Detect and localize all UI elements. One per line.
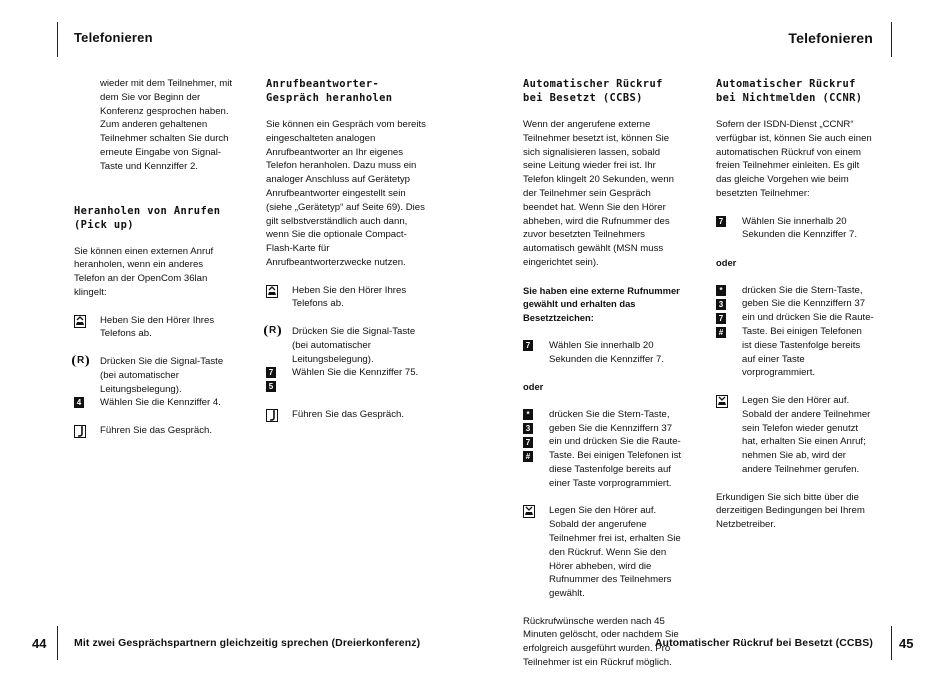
step-key-sequence: * 3 7 # drücken Sie die Stern-Taste, geben Sie die Kennziffern 37 ein und drücken Sie die Raute-Taste. Bei einigen Telefonen ist diese Tastenfolge bereits auf einer Taste vorprogrammiert. — [716, 284, 874, 381]
or-label: oder — [523, 381, 544, 393]
right-page-header: Telefonieren — [788, 30, 873, 46]
left-header-rule — [57, 22, 58, 57]
digit-key: 7 — [266, 367, 276, 378]
closing-paragraph: Rückrufwünsche werden nach 45 Minuten gelöscht, oder nachdem Sie erfolgreich ausgeführt wurden. Pro Teilnehmer ist ein Rückruf möglich. — [523, 615, 679, 669]
handset-talk-icon — [266, 409, 278, 422]
r-signal-key-icon: R — [264, 325, 281, 337]
right-footer-rule — [891, 626, 892, 660]
star-key: * — [523, 409, 533, 420]
step-onhook: Legen Sie den Hörer auf. Sobald der andere Teilnehmer sein Telefon wieder genutzt hat, erhalten Sie einen Anruf; nehmen Sie ab, wird der andere Teilnehmer gerufen. — [716, 394, 874, 477]
digit-key: 3 — [716, 299, 726, 310]
intro-text: wieder mit dem Teilnehmer, mit dem Sie vor Beginn der Konferenz gesprochen haben. Zum anderen gehaltenen Teilnehmer schalten Sie durch erneute Eingabe von Signal-Taste und Kennziffer 2. — [100, 78, 233, 172]
sub-heading: Sie haben eine externe Rufnummer gewählt und erhalten das Besetztzeichen: — [523, 284, 680, 324]
step-onhook: Legen Sie den Hörer auf. Sobald der angerufene Teilnehmer frei ist, erhalten Sie den Rückruf. Wenn Sie den Hörer abheben, wird die Rufnummer des Teilnehmers gewählt. — [523, 504, 683, 601]
step-offhook: Heben Sie den Hörer Ihres Telefons ab. — [74, 314, 236, 342]
handset-talk-icon — [74, 425, 86, 438]
digit-key: 7 — [523, 437, 533, 448]
step-signal-key: R Drücken Sie die Signal-Taste (bei automatischer Leitungsbelegung). — [266, 325, 426, 366]
phone-onhook-icon — [716, 395, 728, 408]
step-talk: Führen Sie das Gespräch. — [74, 424, 236, 438]
phone-onhook-icon — [523, 505, 535, 518]
step-dial-code: 7 Wählen Sie innerhalb 20 Sekunden die Kennziffer 7. — [716, 215, 874, 243]
or-label: oder — [716, 256, 737, 268]
phone-offhook-icon — [74, 315, 86, 328]
section-paragraph: Sie können einen externen Anruf heranholen, wenn ein anderes Telefon an der OpenCom 36lan klingelt: — [74, 245, 214, 298]
column-3 — [523, 77, 683, 684]
digit-key: 7 — [716, 313, 726, 324]
closing-paragraph: Erkundigen Sie sich bitte über die derzeitigen Bedingungen bei Ihrem Netzbetreiber. — [716, 491, 865, 531]
column-2 — [266, 77, 426, 422]
step-dial-code: 7 Wählen Sie innerhalb 20 Sekunden die Kennziffer 7. — [523, 339, 683, 367]
star-key: * — [716, 285, 726, 296]
section-heading: Heranholen von Anrufen (Pick up) — [74, 204, 221, 231]
right-page-number: 45 — [899, 636, 914, 651]
section-paragraph: Sie können ein Gespräch vom bereits eingeschalteten analogen Anrufbeantworter an Ihr eigenes Telefon heranholen. Dazu muss ein analoger Anschluss auf Gerätetyp Anrufbeantworter eingestellt sein (siehe „Gerätetyp“ auf Seite 69). Dies gilt selbstverständlich auch dann, wenn Sie die optionale Compact-Flash-Karte für Anrufbeantworterzwecke nutzen. — [266, 119, 426, 268]
right-header-rule — [891, 22, 892, 57]
section-heading: Automatischer Rückruf bei Nichtmelden (CCNR) — [716, 78, 863, 104]
step-offhook: Heben Sie den Hörer Ihres Telefons ab. — [266, 284, 426, 312]
right-page-footer: Automatischer Rückruf bei Besetzt (CCBS) — [654, 637, 873, 649]
left-page-header: Telefonieren — [74, 30, 153, 45]
phone-offhook-icon — [266, 285, 278, 298]
step-talk: Führen Sie das Gespräch. — [266, 408, 426, 422]
step-signal-key: R Drücken Sie die Signal-Taste (bei automatischer Leitungsbelegung). — [74, 355, 236, 396]
step-key-sequence: * 3 7 # drücken Sie die Stern-Taste, geben Sie die Kennziffern 37 ein und drücken Sie die Raute-Taste. Bei einigen Telefonen ist diese Tastenfolge bereits auf einer Taste vorprogrammiert. — [523, 408, 683, 491]
digit-key: 5 — [266, 381, 276, 392]
r-signal-key-icon: R — [72, 355, 89, 367]
hash-key: # — [716, 327, 726, 338]
left-page-footer: Mit zwei Gesprächspartnern gleichzeitig sprechen (Dreierkonferenz) — [74, 637, 421, 649]
section-heading: Anrufbeantworter-Gespräch heranholen — [266, 78, 393, 104]
digit-key: 3 — [523, 423, 533, 434]
section-paragraph: Wenn der angerufene externe Teilnehmer besetzt ist, können Sie sich signalisieren lassen, sobald seine Leitung wieder frei ist. Ihr Telefon klingelt 20 Sekunden, wenn der Teilnehmer sein Gespräch beendet hat. Wenn Sie den Hörer abheben, wird die Rufnummer des zuvor besetzten Teilnehmers automatisch gewählt (MSN muss eingerichtet sein). — [523, 119, 674, 268]
column-4 — [716, 77, 874, 546]
hash-key: # — [523, 451, 533, 462]
left-page-number: 44 — [32, 636, 47, 651]
left-footer-rule — [57, 626, 58, 660]
digit-key: 7 — [523, 340, 533, 351]
step-dial-code: 7 5 Wählen Sie die Kennziffer 75. — [266, 366, 426, 394]
digit-key: 4 — [74, 397, 84, 408]
column-1 — [74, 77, 236, 438]
section-paragraph: Sofern der ISDN-Dienst „CCNR“ verfügbar ist, können Sie auch einen automatischen Rückruf von einem freien Teilnehmer einleiten. Es gilt das gleiche Vorgehen wie beim besetzten Teilnehmer: — [716, 119, 872, 199]
section-heading: Automatischer Rückruf bei Besetzt (CCBS) — [523, 78, 663, 104]
step-dial-code: 4 Wählen Sie die Kennziffer 4. — [74, 396, 236, 410]
digit-key: 7 — [716, 216, 726, 227]
